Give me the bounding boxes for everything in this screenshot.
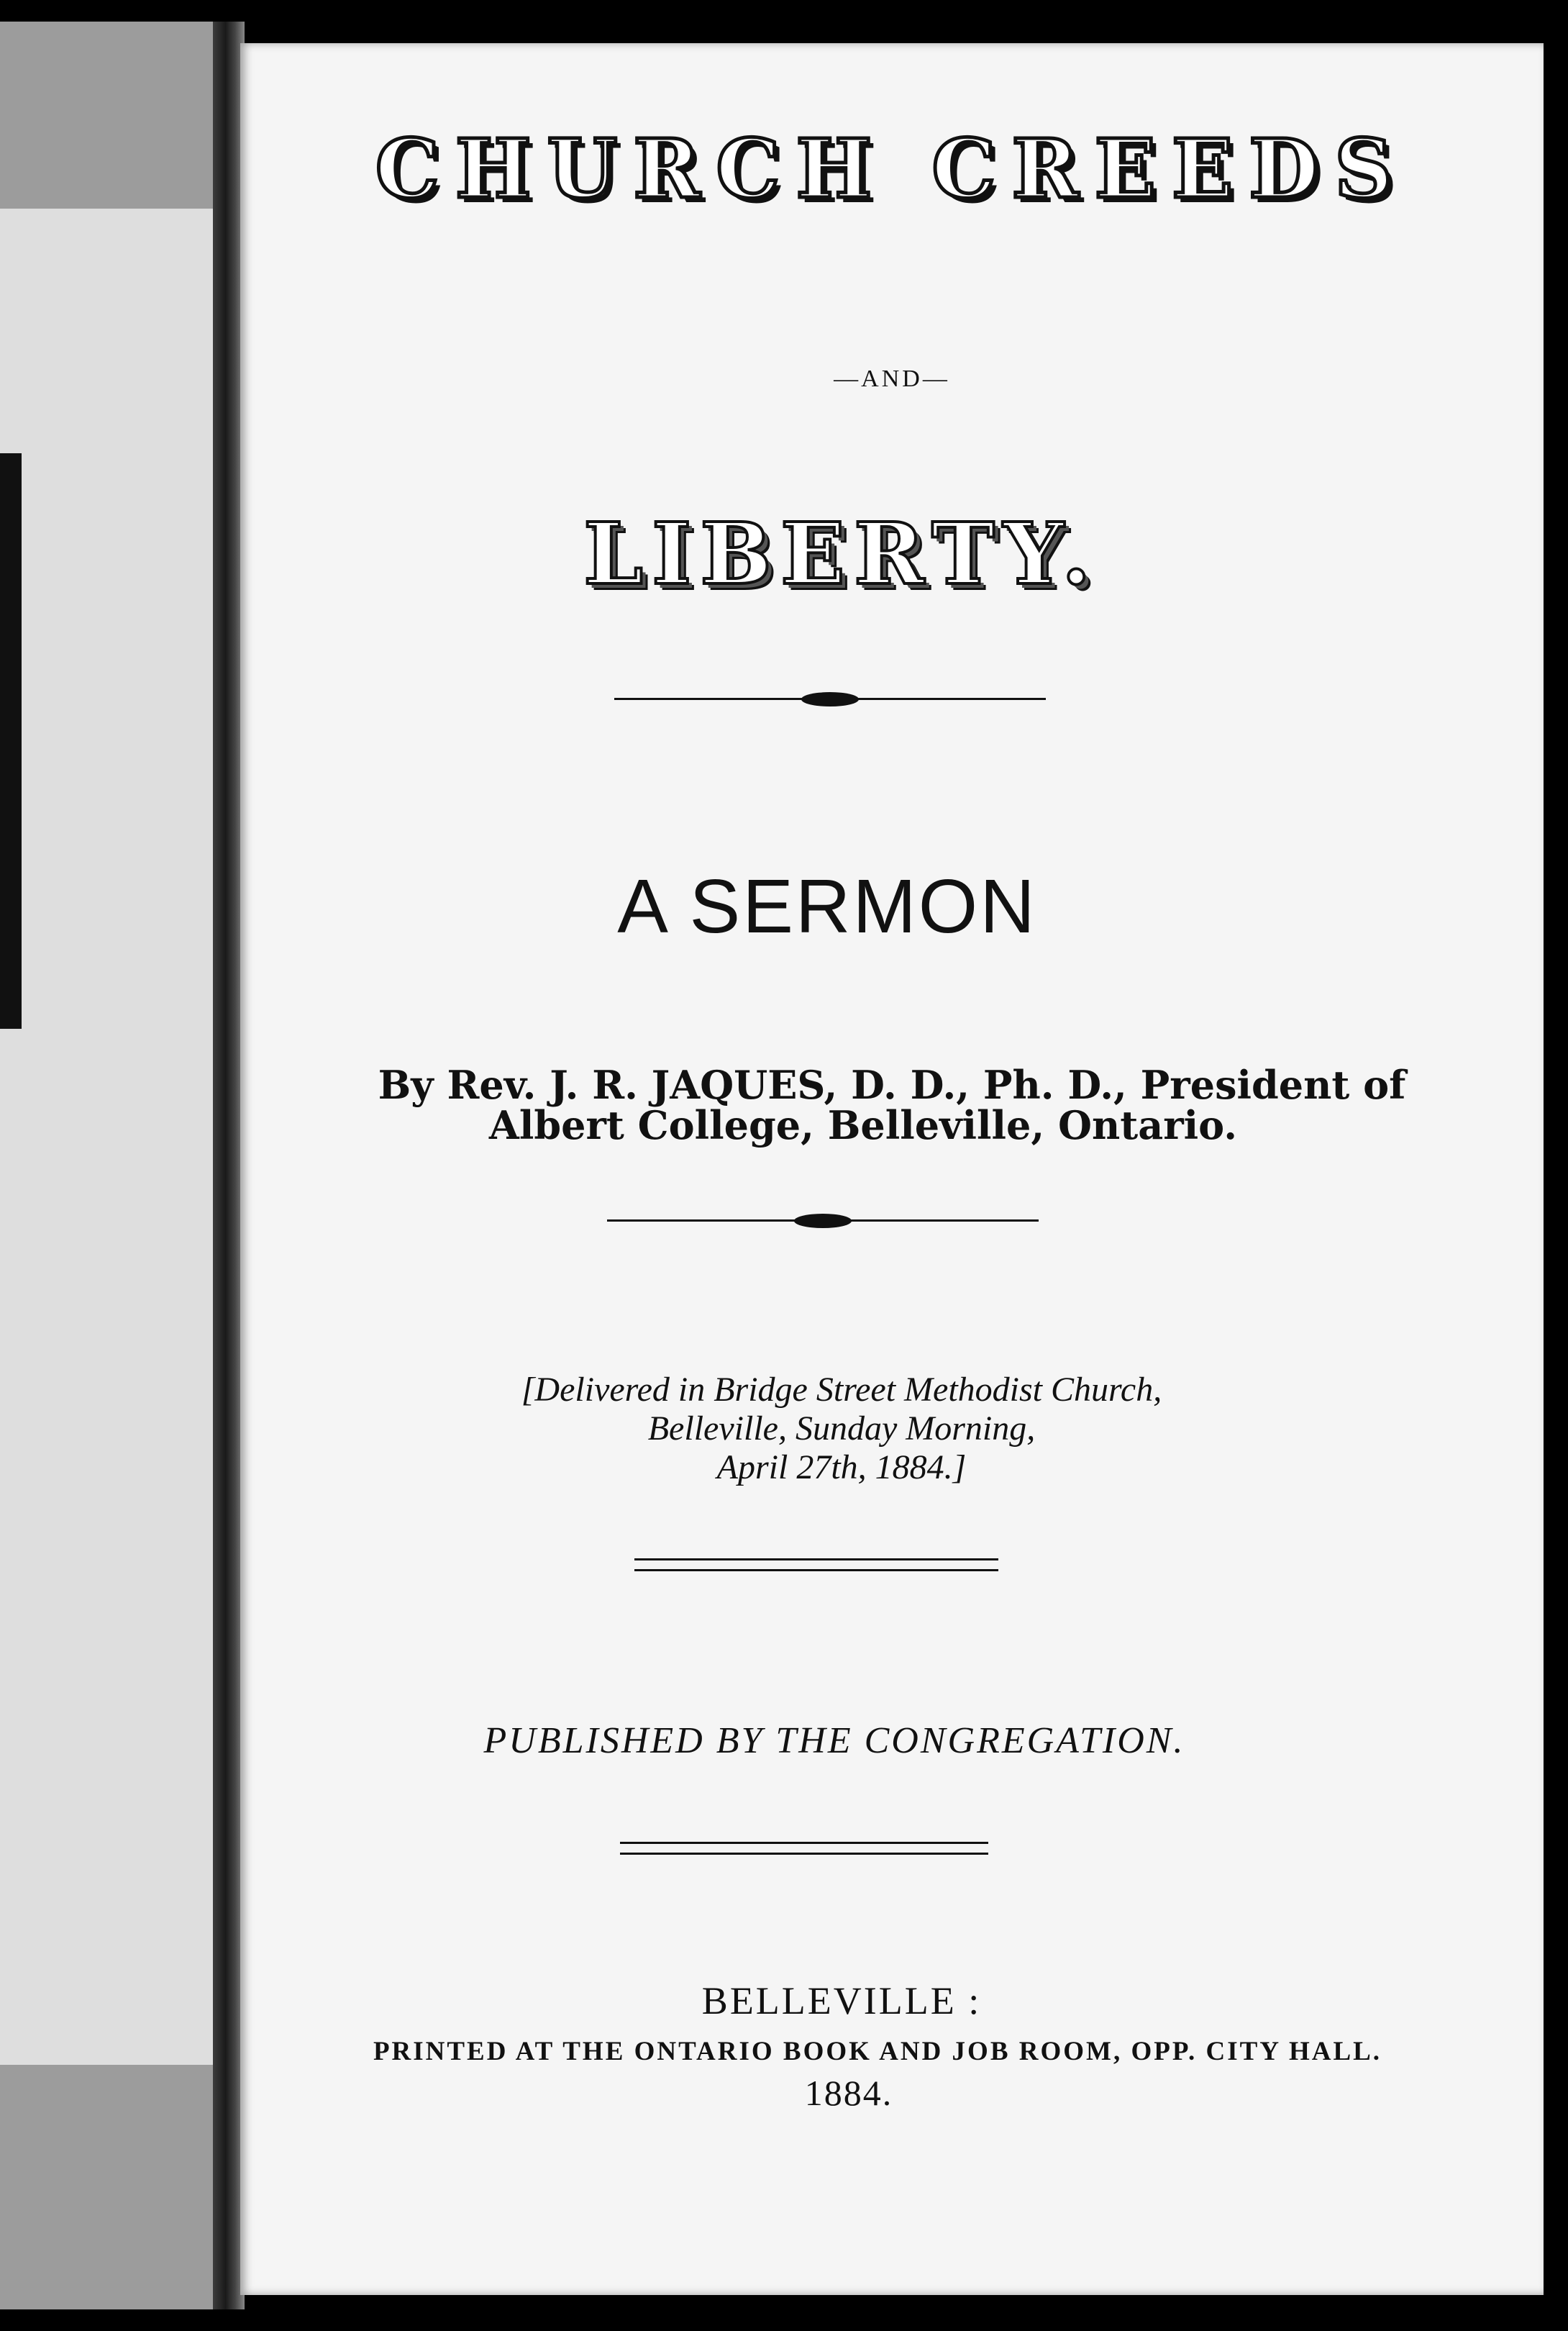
delivery-line-2: Belleville, Sunday Morning, — [647, 1409, 1036, 1448]
title-line-1: CHURCH CREEDS — [375, 122, 1409, 217]
delivery-note — [190, 1371, 1493, 1487]
ornamental-rule — [607, 1212, 1039, 1230]
delivery-line-1: [Delivered in Bridge Street Methodist Church, — [521, 1371, 1162, 1409]
publisher-line: PUBLISHED BY THE CONGREGATION. — [483, 1720, 1185, 1761]
title-line-2: LIBERTY. — [583, 504, 1100, 604]
author-line-1: By Rev. J. R. JAQUES, D. D., Ph. D., President of — [378, 1062, 1406, 1108]
double-rule — [634, 1558, 998, 1571]
ornamental-rule — [614, 691, 1046, 708]
title-page — [240, 43, 1544, 2295]
author-block — [240, 1062, 1544, 1148]
imprint-year: 1884. — [804, 2073, 893, 2113]
adjacent-page-shadow — [0, 453, 22, 1029]
author-line-2: Albert College, Belleville, Ontario. — [488, 1102, 1238, 1148]
imprint-place: BELLEVILLE : — [701, 1979, 982, 2022]
delivery-line-3: April 27th, 1884.] — [716, 1448, 967, 1486]
imprint-printer: PRINTED AT THE ONTARIO BOOK AND JOB ROOM, OPP. CITY HALL. — [373, 2037, 1382, 2066]
double-rule — [620, 1842, 988, 1855]
title-connector: —AND— — [834, 365, 950, 392]
subtitle: A SERMON — [617, 864, 1037, 949]
